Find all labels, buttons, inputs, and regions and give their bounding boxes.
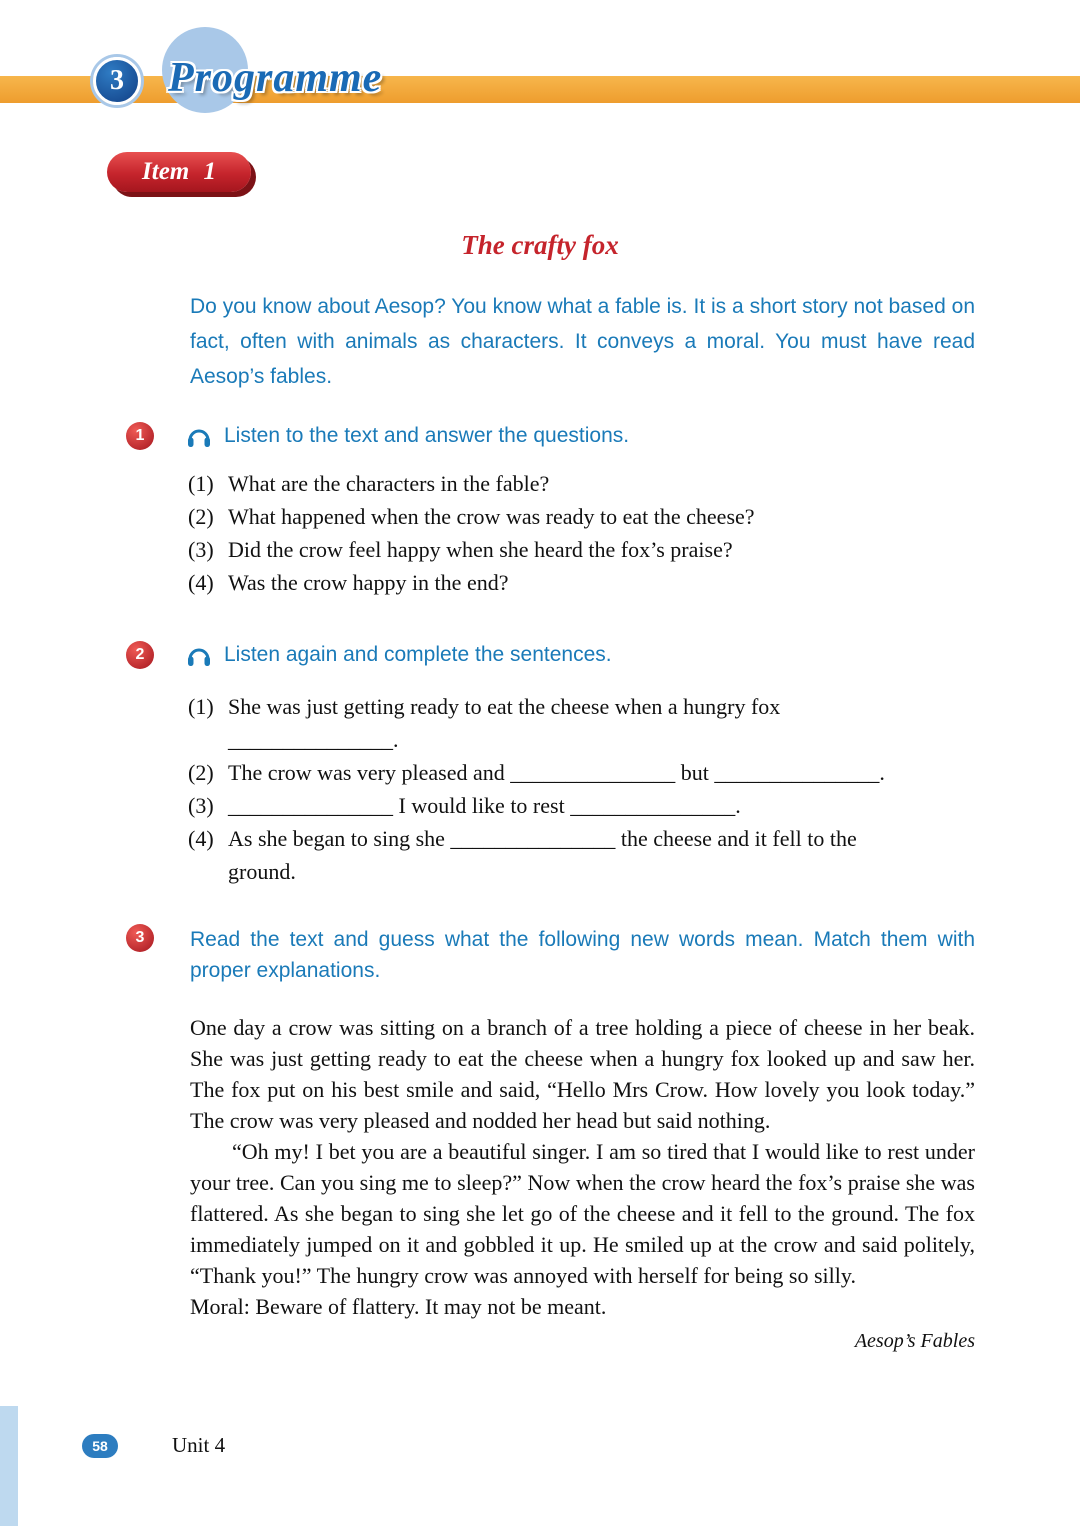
sentence-text: As she began to sing she _______________ the cheese and it fell to the: [228, 826, 857, 851]
passage-paragraph-2: “Oh my! I bet you are a beautiful singer. I am so tired that I would like to rest under your tree. Can you sing me to sleep?” Now when the crow heard the fox’s praise she was flattered. As she began to sing she let go of the cheese and it fell to the ground. The fox immediately jumped on it and gobbled it up. He smiled up at the crow and said politely, “Thank you!” The hungry crow was annoyed with herself for being so silly.: [190, 1139, 975, 1288]
question-number: (4): [188, 570, 214, 595]
headphones-icon: [186, 643, 212, 667]
task-1-number-badge: 1: [126, 422, 154, 450]
passage-attribution: Aesop’s Fables: [854, 1330, 975, 1352]
task-1-instruction: Listen to the text and answer the questions.: [224, 424, 630, 447]
question-text: What are the characters in the fable?: [228, 471, 550, 496]
passage-moral: Moral: Beware of flattery. It may not be meant.: [190, 1294, 607, 1319]
sentence-row: [188, 690, 975, 723]
sentence-blank-line: _______________.: [228, 727, 399, 752]
question-row: [188, 500, 975, 533]
question-number: (1): [188, 471, 214, 496]
passage-paragraph-1: One day a crow was sitting on a branch of a tree holding a piece of cheese in her beak. She was just getting ready to eat the cheese when a hungry fox looked up and saw her. The fox put on his best smile and said, “Hello Mrs Crow. How lovely you look today.” The crow was very pleased and nodded her head but said nothing.: [190, 1015, 975, 1133]
sentence-row: [188, 822, 975, 855]
page-number-badge: 58: [82, 1434, 118, 1458]
task-2-number-badge: 2: [126, 641, 154, 669]
module-number-badge: 3: [93, 57, 141, 105]
page-content: [0, 222, 1080, 1353]
question-text: Did the crow feel happy when she heard the fox’s praise?: [228, 537, 733, 562]
headphones-icon: [186, 424, 212, 448]
sentence-row: [188, 756, 975, 789]
sentence-text: The crow was very pleased and _______________ but _______________.: [228, 760, 885, 785]
task-1-questions: [0, 467, 1080, 599]
task-3-instruction: Read the text and guess what the following new words mean. Match them with proper explanations.: [190, 928, 975, 982]
task-1-header: [0, 420, 1080, 451]
sentence-number: (1): [188, 694, 214, 719]
task-2-header: [0, 639, 1080, 670]
item-badge: Item 1: [107, 152, 251, 192]
sentence-text: _______________ I would like to rest _______________.: [228, 793, 741, 818]
sentence-continuation: ground.: [228, 859, 296, 884]
module-title: Programme: [168, 55, 383, 101]
task-2-instruction: Listen again and complete the sentences.: [224, 643, 612, 666]
task-3-header: [0, 924, 1080, 986]
sentence-row: [188, 789, 975, 822]
footer-side-stripe: [0, 1406, 18, 1526]
unit-label: Unit 4: [172, 1433, 226, 1457]
question-number: (2): [188, 504, 214, 529]
sentence-number: (2): [188, 760, 214, 785]
question-text: What happened when the crow was ready to eat the cheese?: [228, 504, 755, 529]
intro-paragraph: Do you know about Aesop? You know what a fable is. It is a short story not based on fact, often with animals as characters. It conveys a moral. You must have read Aesop’s fables.: [190, 295, 975, 388]
task-3-number-badge: 3: [126, 924, 154, 952]
question-row: [188, 533, 975, 566]
sentence-number: (3): [188, 793, 214, 818]
lesson-title: The crafty fox: [461, 230, 619, 260]
question-row: [188, 467, 975, 500]
question-text: Was the crow happy in the end?: [228, 570, 509, 595]
reading-passage: [190, 1012, 975, 1322]
sentence-text: She was just getting ready to eat the cheese when a hungry fox: [228, 694, 781, 719]
question-row: [188, 566, 975, 599]
sentence-number: (4): [188, 826, 214, 851]
task-2-sentences: [0, 690, 1080, 888]
question-number: (3): [188, 537, 214, 562]
header-orange-bar: [0, 76, 1080, 103]
